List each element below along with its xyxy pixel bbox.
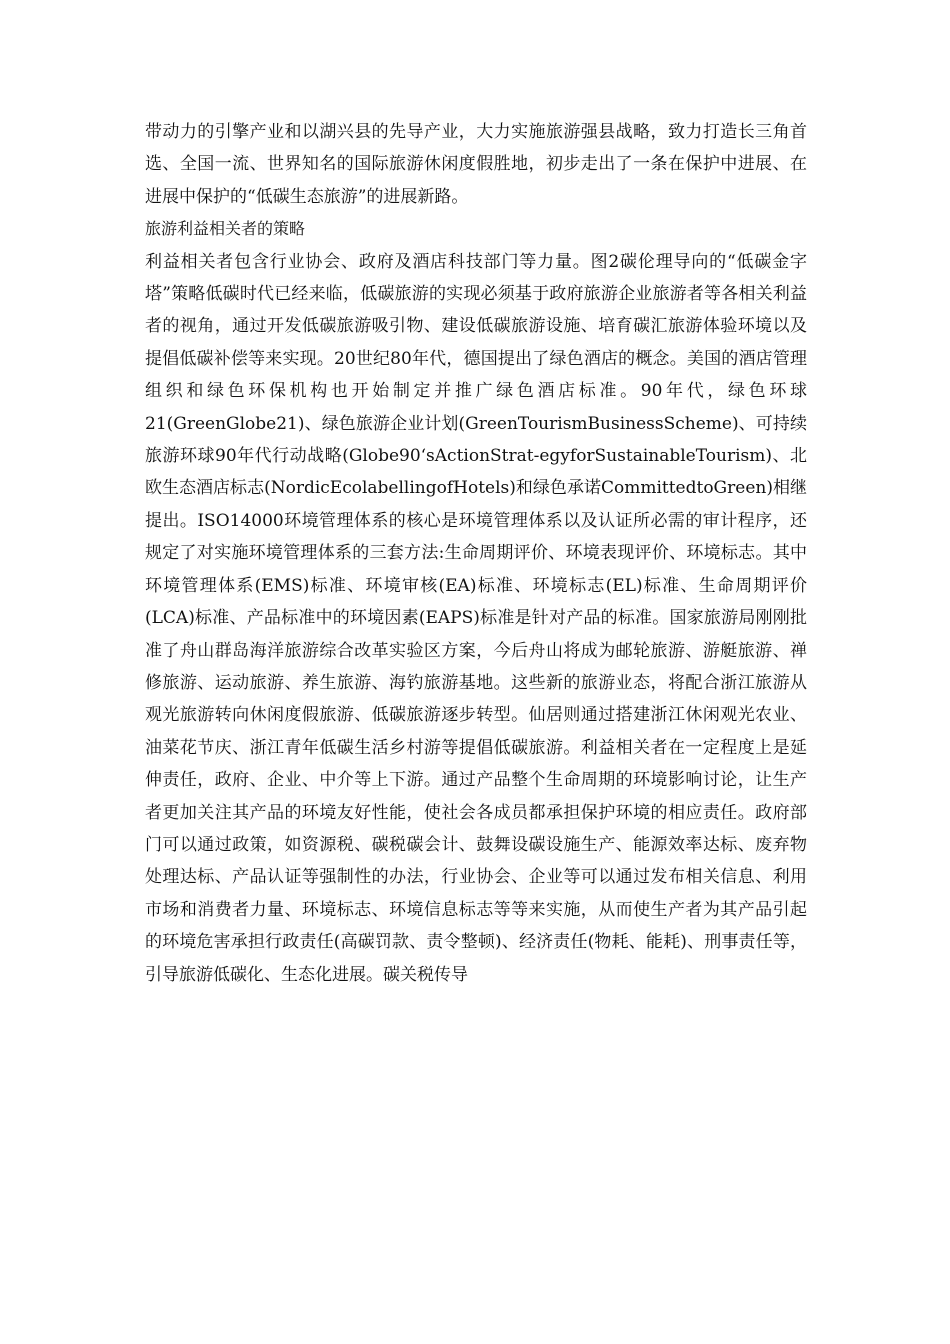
intro-paragraph: 带动力的引擎产业和以湖兴县的先导产业，大力实施旅游强县战略，致力打造长三角首选、全国一流、世界知名的国际旅游休闲度假胜地，初步走出了一条在保护中进展、在进展中保护的“低碳生态旅游”的进展新路。: [145, 122, 807, 207]
document-body: [145, 116, 807, 991]
main-paragraph: 利益相关者包含行业协会、政府及酒店科技部门等力量。图2碳伦理导向的“低碳金字塔”策略低碳时代已经来临，低碳旅游的实现必须基于政府旅游企业旅游者等各相关利益者的视角，通过开发低碳旅游吸引物、建设低碳旅游设施、培育碳汇旅游体验环境以及提倡低碳补偿等来实现。20世纪80年代，德国提出了绿色酒店的概念。美国的酒店管理组织和绿色环保机构也开始制定并推广绿色酒店标准。90年代，绿色环球21(GreenGlobe21)、绿色旅游企业计划(GreenTourismBusinessScheme)、可持续旅游环球90年代行动战略(Globe90‘sActionStrat-egyforSustainableTourism)、北欧生态酒店标志(NordicEcolabellingofHotels)和绿色承诺CommittedtoGreen)相继提出。ISO14000环境管理体系的核心是环境管理体系以及认证所必需的审计程序，还规定了对实施环境管理体系的三套方法:生命周期评价、环境表现评价、环境标志。其中环境管理体系(EMS)标准、环境审核(EA)标准、环境标志(EL)标准、生命周期评价(LCA)标准、产品标准中的环境因素(EAPS)标准是针对产品的标准。国家旅游局刚刚批准了舟山群岛海洋旅游综合改革实验区方案，今后舟山将成为邮轮旅游、游艇旅游、禅修旅游、运动旅游、养生旅游、海钓旅游基地。这些新的旅游业态，将配合浙江旅游从观光旅游转向休闲度假旅游、低碳旅游逐步转型。仙居则通过搭建浙江休闲观光农业、油菜花节庆、浙江青年低碳生活乡村游等提倡低碳旅游。利益相关者在一定程度上是延伸责任，政府、企业、中介等上下游。通过产品整个生命周期的环境影响讨论，让生产者更加关注其产品的环境友好性能，使社会各成员都承担保护环境的相应责任。政府部门可以通过政策，如资源税、碳税碳会计、鼓舞设碳设施生产、能源效率达标、废弃物处理达标、产品认证等强制性的办法，行业协会、企业等可以通过发布相关信息、利用市场和消费者力量、环境标志、环境信息标志等等来实施，从而使生产者为其产品引起的环境危害承担行政责任(高碳罚款、责令整顿)、经济责任(物耗、能耗)、刑事责任等，引导旅游低碳化、生态化进展。碳关税传导: [145, 251, 807, 985]
section-heading: 旅游利益相关者的策略: [145, 219, 306, 239]
